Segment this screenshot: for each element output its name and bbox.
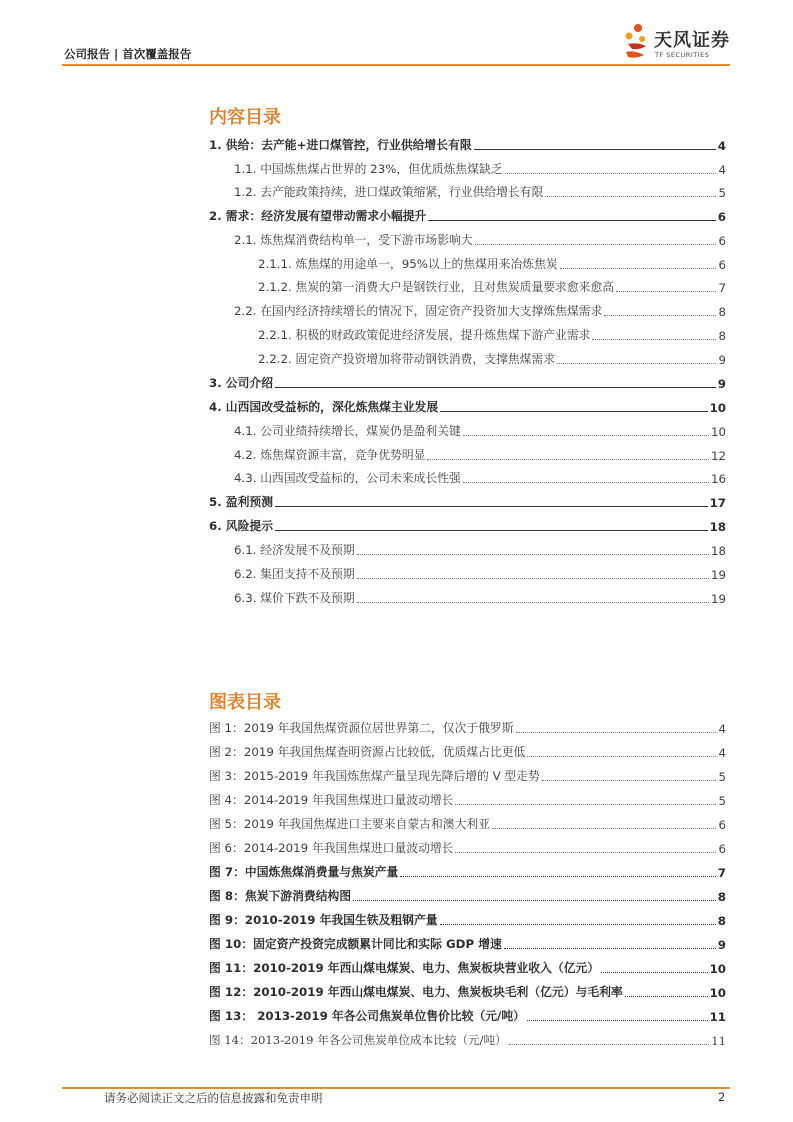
toc-entry[interactable] (0, 419, 726, 439)
figure-entry-label: 图 1：2019 年我国焦煤资源位居世界第二，仅次于俄罗斯 (209, 721, 514, 735)
toc-entry-label: 1.2. 去产能政策持续，进口煤政策缩紧，行业供给增长有限 (234, 185, 544, 199)
figure-entry-label: 图 9：2010-2019 年我国生铁及粗钢产量 (209, 913, 438, 927)
toc-entry-label: 2. 需求：经济发展有望带动需求小幅提升 (209, 209, 427, 223)
toc-entry[interactable] (0, 347, 726, 367)
toc-entry[interactable] (0, 323, 726, 343)
figure-entry[interactable] (0, 1028, 726, 1048)
toc-entry[interactable] (0, 371, 726, 391)
toc-entry[interactable] (0, 490, 726, 510)
figure-entry-label: 图 14：2013-2019 年各公司焦炭单位成本比较（元/吨） (209, 1033, 507, 1047)
figure-entry-label: 图 6：2014-2019 年我国焦煤进口量波动增长 (209, 841, 454, 855)
figure-entry-label: 图 3：2015-2019 年我国炼焦煤产量呈现先降后增的 V 型走势 (209, 769, 540, 783)
figure-entry-page: 5 (718, 794, 726, 808)
figure-entry[interactable] (0, 884, 726, 904)
toc-entry[interactable] (0, 395, 726, 415)
toc-entry-page: 19 (710, 592, 726, 606)
toc-entry-page: 4 (717, 139, 726, 153)
toc-entry-label: 2.1. 炼焦煤消费结构单一，受下游市场影响大 (234, 233, 473, 247)
toc-entry-label: 6.2. 集团支持不及预期 (234, 567, 355, 581)
figures-title: 图表目录 (209, 692, 281, 713)
toc-entry[interactable] (0, 466, 726, 486)
figure-entry[interactable] (0, 836, 726, 856)
toc-entry-label: 6. 风险提示 (209, 519, 273, 533)
toc-entry-page: 18 (710, 544, 726, 558)
toc-entry[interactable] (0, 562, 726, 582)
toc-entry-label: 3. 公司介绍 (209, 376, 273, 390)
toc-entry-label: 6.3. 煤价下跌不及预期 (234, 591, 355, 605)
toc-entry[interactable] (0, 443, 726, 463)
figure-entry[interactable] (0, 956, 726, 976)
figure-entry-label: 图 10：固定资产投资完成额累计同比和实际 GDP 增速 (209, 937, 502, 951)
toc-entry[interactable] (0, 299, 726, 319)
figure-entry-page: 7 (717, 866, 726, 880)
toc-entry[interactable] (0, 228, 726, 248)
toc-entry[interactable] (0, 538, 726, 558)
toc-entry-label: 5. 盈利预测 (209, 495, 273, 509)
footer-divider (62, 1087, 730, 1089)
figure-entry[interactable] (0, 932, 726, 952)
toc-entry-page: 19 (710, 568, 726, 582)
toc-entry-page: 9 (717, 377, 726, 391)
toc-entry-page: 10 (710, 425, 726, 439)
figure-entry[interactable] (0, 980, 726, 1000)
toc-entry-page: 8 (718, 329, 726, 343)
toc-entry[interactable] (0, 586, 726, 606)
toc-entry-label: 4.3. 山西国改受益标的，公司未来成长性强 (234, 471, 461, 485)
page-number: 2 (718, 1090, 726, 1104)
figure-entry[interactable] (0, 788, 726, 808)
figure-entry-label: 图 11：2010-2019 年西山煤电煤炭、电力、焦炭板块营业收入（亿元） (209, 961, 600, 975)
toc-entry[interactable] (0, 157, 726, 177)
toc-entry-page: 6 (718, 234, 726, 248)
toc-entry-page: 5 (718, 186, 726, 200)
toc-entry[interactable] (0, 252, 726, 272)
header-divider (62, 64, 730, 66)
toc-entry-label: 4.2. 炼焦煤资源丰富，竞争优势明显 (234, 448, 426, 462)
toc-entry-label: 6.1. 经济发展不及预期 (234, 543, 355, 557)
figure-entry-page: 4 (718, 722, 726, 736)
toc-entry-label: 2.2. 在国内经济持续增长的情况下，固定资产投资加大支撑炼焦煤需求 (234, 304, 603, 318)
figure-entry-page: 6 (718, 842, 726, 856)
toc-entry[interactable] (0, 204, 726, 224)
toc-entry-label: 4. 山西国改受益标的，深化炼焦煤主业发展 (209, 400, 439, 414)
figure-entry[interactable] (0, 908, 726, 928)
logo-chinese-text: 天风证券 (654, 30, 730, 51)
toc-entry-page: 4 (718, 163, 726, 177)
footer-disclaimer: 请务必阅读正文之后的信息披露和免责申明 (104, 1091, 323, 1105)
toc-entry-page: 6 (718, 258, 726, 272)
toc-entry-page: 9 (718, 353, 726, 367)
toc-entry[interactable] (0, 514, 726, 534)
figure-entry-page: 10 (709, 962, 726, 976)
figure-entry-page: 6 (718, 818, 726, 832)
toc-entry-page: 6 (717, 210, 726, 224)
figure-entry[interactable] (0, 764, 726, 784)
figure-entry-page: 11 (711, 1034, 726, 1048)
report-type-label: 公司报告 | 首次覆盖报告 (64, 47, 192, 61)
toc-title: 内容目录 (209, 107, 281, 128)
toc-entry-page: 10 (709, 401, 726, 415)
figure-entry-label: 图 13： 2013-2019 年各公司焦炭单位售价比较（元/吨） (209, 1009, 525, 1023)
toc-entry-label: 2.1.2. 焦炭的第一消费大户是钢铁行业，且对焦炭质量要求愈来愈高 (258, 280, 615, 294)
figure-entry[interactable] (0, 860, 726, 880)
figure-entry-page: 9 (717, 938, 726, 952)
toc-entry-label: 2.2.2. 固定资产投资增加将带动钢铁消费，支撑焦煤需求 (258, 352, 556, 366)
figure-entry-page: 8 (717, 890, 726, 904)
toc-entry-page: 8 (718, 305, 726, 319)
toc-entry[interactable] (0, 180, 726, 200)
figure-entry-page: 5 (718, 770, 726, 784)
logo-english-text: TF SECURITIES (655, 51, 710, 59)
figure-entry-label: 图 5：2019 年我国焦煤进口主要来自蒙古和澳大利亚 (209, 817, 490, 831)
figure-entry[interactable] (0, 716, 726, 736)
toc-entry-page: 16 (710, 472, 726, 486)
logo-mark-icon (622, 22, 652, 62)
toc-entry-label: 1. 供给：去产能+进口煤管控，行业供给增长有限 (209, 138, 472, 152)
toc-entry-page: 12 (710, 449, 726, 463)
figure-entry-page: 4 (718, 746, 726, 760)
toc-entry-label: 4.1. 公司业绩持续增长，煤炭仍是盈利关键 (234, 424, 461, 438)
figure-entry-page: 10 (709, 986, 726, 1000)
figure-entry-label: 图 12：2010-2019 年西山煤电煤炭、电力、焦炭板块毛利（亿元）与毛利率 (209, 985, 623, 999)
toc-entry-label: 2.1.1. 炼焦煤的用途单一，95%以上的焦煤用来冶炼焦炭 (258, 257, 558, 271)
toc-entry-label: 2.2.1. 积极的财政政策促进经济发展，提升炼焦煤下游产业需求 (258, 328, 591, 342)
toc-entry-page: 18 (709, 520, 726, 534)
figure-entry-page: 8 (717, 914, 726, 928)
figure-entry-label: 图 8：焦炭下游消费结构图 (209, 889, 352, 903)
toc-entry-page: 7 (718, 281, 726, 295)
figure-entry-label: 图 4：2014-2019 年我国焦煤进口量波动增长 (209, 793, 454, 807)
figure-entry-label: 图 7：中国炼焦煤消费量与焦炭产量 (209, 865, 399, 879)
figure-entry[interactable] (0, 812, 726, 832)
figure-entry[interactable] (0, 1004, 726, 1024)
toc-entry-page: 17 (709, 496, 726, 510)
toc-entry[interactable] (0, 275, 726, 295)
figure-entry-label: 图 2：2019 年我国焦煤查明资源占比较低，优质煤占比更低 (209, 745, 526, 759)
company-logo (622, 22, 734, 64)
toc-entry[interactable] (0, 133, 726, 153)
figure-entry[interactable] (0, 740, 726, 760)
figure-entry-page: 11 (709, 1010, 726, 1024)
toc-entry-label: 1.1. 中国炼焦煤占世界的 23%，但优质炼焦煤缺乏 (234, 162, 503, 176)
